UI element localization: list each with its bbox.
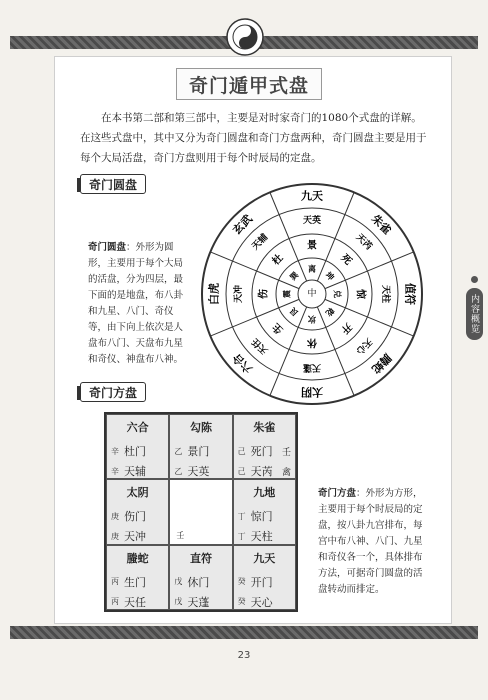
page-title: 奇门遁甲式盘 xyxy=(176,68,322,100)
wheel-second-label: 景 xyxy=(307,240,317,252)
cell-row xyxy=(174,463,227,479)
round-chart-description xyxy=(88,240,188,368)
wheel-spoke xyxy=(317,307,354,396)
cell-deity: 太阴 xyxy=(126,486,149,500)
cell-stem: 庚 xyxy=(111,531,119,541)
wheel-spoke xyxy=(270,307,307,396)
wheel-third-label: 天英 xyxy=(302,216,322,226)
cell-extra: 禽 xyxy=(281,467,291,478)
cell-value: 休门 xyxy=(187,575,210,589)
square-cell xyxy=(106,414,169,479)
square-cell xyxy=(233,545,296,610)
cell-stem: 丁 xyxy=(237,511,246,521)
wheel-inner-label: 震 xyxy=(282,290,292,298)
wheel-inner-label: 坤 xyxy=(323,270,336,283)
wheel-third-label: 天心 xyxy=(353,335,374,356)
cell-stem: 戊 xyxy=(174,597,183,607)
round-desc-title: 奇门圆盘 xyxy=(88,242,127,253)
cell-value: 天冲 xyxy=(124,530,146,544)
cell-row xyxy=(111,508,164,524)
cell-stem: 辛 xyxy=(111,466,119,476)
qimen-round-chart xyxy=(200,182,424,406)
wheel-inner-label: 艮 xyxy=(288,305,301,318)
wheel-outer-label: 玄武 xyxy=(230,212,256,238)
cell-deity: 螣蛇 xyxy=(126,551,149,565)
cell-value: 天任 xyxy=(124,595,146,609)
round-chart-label: 奇门圆盘 xyxy=(80,174,146,194)
cell-value: 天柱 xyxy=(250,530,273,544)
side-tab-dot xyxy=(471,276,478,283)
cell-row xyxy=(174,574,227,590)
square-cell xyxy=(169,414,232,479)
cell-row xyxy=(174,594,227,610)
cell-value: 杜门 xyxy=(124,445,146,458)
cell-row xyxy=(111,528,164,544)
cell-value: 天蓬 xyxy=(187,595,210,609)
cell-value: 天英 xyxy=(187,465,210,478)
square-chart-description xyxy=(318,486,430,598)
cell-stem: 己 xyxy=(237,466,246,476)
cell-deity: 九天 xyxy=(253,551,276,565)
wheel-inner-label: 兑 xyxy=(332,290,342,298)
cell-value: 伤门 xyxy=(124,510,146,524)
wheel-inner-label: 坎 xyxy=(308,314,316,324)
side-tab[interactable]: 内容概览 xyxy=(466,288,483,340)
cell-deity: 朱雀 xyxy=(253,421,276,434)
wheel-spoke xyxy=(270,192,307,281)
cell-deity: 九地 xyxy=(253,486,276,500)
square-chart-label: 奇门方盘 xyxy=(80,382,146,402)
wheel-third-label: 天辅 xyxy=(250,232,271,253)
wheel-second-label: 伤 xyxy=(258,289,270,299)
wheel-center-label: 中 xyxy=(307,289,317,299)
cell-row xyxy=(111,574,164,590)
wheel-third-label: 天芮 xyxy=(353,232,374,253)
wheel-second-label: 死 xyxy=(338,252,354,268)
cell-stem: 壬 xyxy=(176,531,185,541)
cell-stem: 丁 xyxy=(237,531,246,541)
cell-stem: 辛 xyxy=(111,446,119,456)
cell-deity: 勾陈 xyxy=(189,421,212,434)
cell-row xyxy=(238,508,291,524)
cell-stem: 乙 xyxy=(174,466,183,476)
cell-stem: 癸 xyxy=(237,577,246,587)
cell-stem: 丙 xyxy=(111,597,119,607)
cell-stem: 戊 xyxy=(174,577,183,587)
cell-value: 天辅 xyxy=(124,465,146,478)
round-desc-text: ：外形为圆形，主要用于每个大局的活盘，分为四层，最下面的是地盘，布八卦和九星、八门、奇仪等，由下向上依次是人盘布八门、天盘布九星和奇仪、神盘布八神。 xyxy=(88,242,184,365)
bottom-decorative-band xyxy=(10,626,478,639)
wheel-second-label: 杜 xyxy=(270,252,286,268)
wheel-spoke xyxy=(210,252,299,289)
square-cell xyxy=(169,479,232,544)
square-cell xyxy=(233,479,296,544)
wheel-inner-label: 巽 xyxy=(288,270,301,283)
cell-value: 惊门 xyxy=(250,510,273,524)
cell-row xyxy=(238,528,291,544)
cell-value: 开门 xyxy=(250,575,273,589)
wheel-third-label: 天冲 xyxy=(234,284,244,304)
wheel-outer-label: 六合 xyxy=(230,350,256,376)
cell-stem: 庚 xyxy=(111,511,119,521)
wheel-outer-label: 朱雀 xyxy=(368,212,394,238)
cell-row xyxy=(238,574,291,590)
cell-value: 天芮 xyxy=(250,465,273,478)
wheel-third-label: 天柱 xyxy=(380,284,390,304)
wheel-third-label: 天蓬 xyxy=(302,362,322,372)
wheel-outer-label: 太阴 xyxy=(301,385,323,399)
cell-row xyxy=(238,443,291,459)
cell-stem: 己 xyxy=(237,446,246,456)
wheel-spoke xyxy=(317,192,354,281)
cell-stem: 癸 xyxy=(237,597,246,607)
cell-row xyxy=(111,463,164,479)
wheel-second-label: 休 xyxy=(307,336,317,348)
wheel-spoke xyxy=(325,252,414,289)
wheel-inner-label: 乾 xyxy=(323,305,336,318)
wheel-outer-label: 白虎 xyxy=(207,283,221,305)
cell-row xyxy=(111,443,164,459)
wheel-spoke xyxy=(210,299,299,336)
taiji-icon xyxy=(226,18,264,56)
square-desc-text: ：外形为方形，主要用于每个时辰局的定盘，按八卦九宫排布，每宫中布八神、八门、九星和奇仪各一个，具体排布方法，可据奇门圆盘的活盘转动而排定。 xyxy=(318,488,423,595)
page-number: 23 xyxy=(237,650,251,661)
cell-stem: 乙 xyxy=(174,446,183,456)
wheel-outer-label: 腾蛇 xyxy=(368,350,394,376)
cell-value: 天心 xyxy=(250,595,273,609)
square-cell xyxy=(106,479,169,544)
wheel-outer-label: 值符 xyxy=(403,283,417,305)
square-cell xyxy=(169,545,232,610)
cell-value: 景门 xyxy=(187,445,210,458)
square-desc-title: 奇门方盘 xyxy=(318,488,357,499)
qimen-square-chart xyxy=(104,412,298,612)
wheel-second-label: 开 xyxy=(338,320,354,336)
square-cell xyxy=(106,545,169,610)
wheel-third-label: 天任 xyxy=(250,335,271,356)
cell-extra: 壬 xyxy=(281,447,291,458)
wheel-inner-label: 离 xyxy=(308,264,316,274)
wheel-outer-label: 九天 xyxy=(301,189,323,203)
cell-value: 生门 xyxy=(124,575,146,589)
wheel-second-label: 惊 xyxy=(354,289,366,299)
cell-stem: 丙 xyxy=(111,577,119,587)
cell-value: 死门 xyxy=(250,445,273,458)
cell-row xyxy=(174,443,227,459)
square-cell xyxy=(233,414,296,479)
cell-row xyxy=(238,463,291,479)
wheel-second-label: 生 xyxy=(270,320,286,336)
intro-paragraph: 在本书第二部和第三部中，主要是对时家奇门的1080个式盘的详解。在这些式盘中，其中又分为奇门圆盘和奇门方盘两种，奇门圆盘主要是用于每个大局活盘，奇门方盘则用于每个时辰局的定盘。 xyxy=(80,112,427,164)
cell-deity: 六合 xyxy=(126,421,149,434)
cell-row xyxy=(111,594,164,610)
cell-row xyxy=(238,594,291,610)
wheel-spoke xyxy=(325,299,414,336)
cell-deity: 直符 xyxy=(189,551,212,565)
